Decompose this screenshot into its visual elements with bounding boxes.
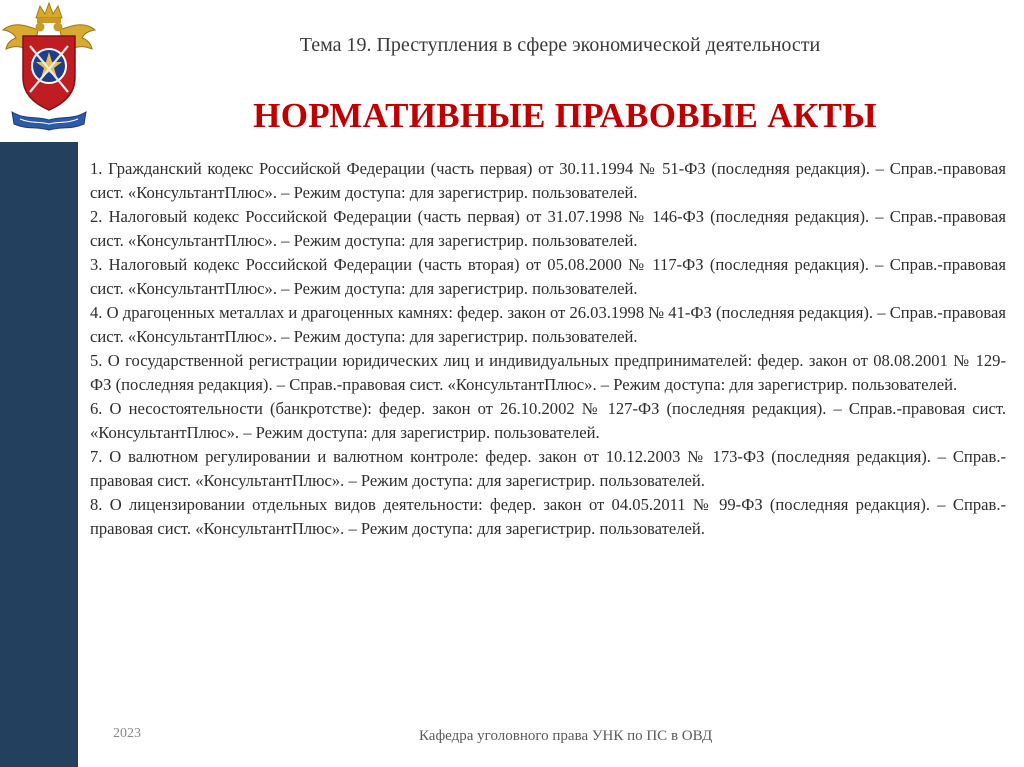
legal-act-item: 3. Налоговый кодекс Российской Федерации (часть вторая) от 05.08.2000 № 117-ФЗ (последняя редакция). – Справ.-правовая сист. «КонсультантПлюс». – Режим доступа: для зарегистрир. пользователей. [90,255,1006,298]
footer-year: 2023 [113,726,141,741]
legal-act-item: 1. Гражданский кодекс Российской Федерации (часть первая) от 30.11.1994 № 51-ФЗ (последняя редакция). – Справ.-правовая сист. «КонсультантПлюс». – Режим доступа: для зарегистрир. пользователей. [90,159,1006,202]
footer-department: Кафедра уголовного права УНК по ПС в ОВД [419,728,713,744]
legal-acts-list [90,157,1006,541]
legal-act-item: 8. О лицензировании отдельных видов деятельности: федер. закон от 04.05.2011 № 99-ФЗ (последняя редакция). – Справ.-правовая сист. «КонсультантПлюс». – Режим доступа: для зарегистрир. пользователей. [90,495,1006,538]
slide-title: НОРМАТИВНЫЕ ПРАВОВЫЕ АКТЫ [253,96,877,135]
legal-act-item: 4. О драгоценных металлах и драгоценных камнях: федер. закон от 26.03.1998 № 41-ФЗ (последняя редакция). – Справ.-правовая сист. «КонсультантПлюс». – Режим доступа: для зарегистрир. пользователей. [90,303,1006,346]
legal-act-item: 6. О несостоятельности (банкротстве): федер. закон от 26.10.2002 № 127-ФЗ (последняя редакция). – Справ.-правовая сист. «КонсультантПлюс». – Режим доступа: для зарегистрир. пользователей. [90,399,1006,442]
legal-act-item: 7. О валютном регулировании и валютном контроле: федер. закон от 10.12.2003 № 173-ФЗ (последняя редакция). – Справ.-правовая сист. «КонсультантПлюс». – Режим доступа: для зарегистрир. пользователей. [90,447,1006,490]
legal-act-item: 5. О государственной регистрации юридических лиц и индивидуальных предпринимателей: федер. закон от 08.08.2001 № 129-ФЗ (последняя редакция). – Справ.-правовая сист. «КонсультантПлюс». – Режим доступа: для зарегистрир. пользователей. [90,351,1006,394]
topic-heading: Тема 19. Преступления в сфере экономической деятельности [299,34,821,56]
left-sidebar-bar [0,142,78,767]
legal-act-item: 2. Налоговый кодекс Российской Федерации (часть первая) от 31.07.1998 № 146-ФЗ (последняя редакция). – Справ.-правовая сист. «КонсультантПлюс». – Режим доступа: для зарегистрир. пользователей. [90,207,1006,250]
